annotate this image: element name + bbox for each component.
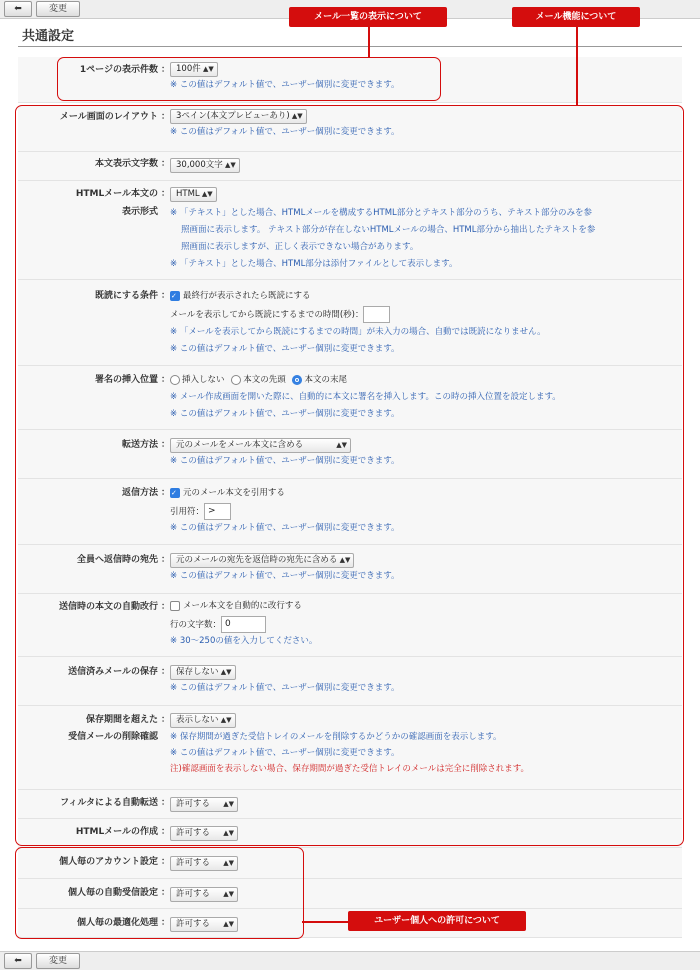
- callout-mail-list: メール一覧の表示について: [289, 7, 447, 27]
- line-chars-input[interactable]: 0: [221, 616, 266, 633]
- back-arrow-icon: ⬅: [14, 4, 22, 14]
- row-html-body: HTMLメール本文の 表示形式 ： HTML ▲▼ ※ 「テキスト」とした場合、HTMLメールを構成するHTML部分とテキスト部分のうち、テキスト部分のみを参 照画面に表示します。 テキスト部分が存在しないHTMLメールの場合、HTML部分から抽出したテキストを参 照画面に表示しますが、正しく表示できない場合があります。 ※ 「テキスト」とした場合、HTML部分は添付ファイルとして表示します。: [18, 181, 682, 280]
- row-html-compose: HTMLメールの作成 ： 許可する ▲▼: [18, 819, 682, 848]
- select-arrow-icon: ▲▼: [201, 190, 213, 198]
- annotation-box-mail-list: [57, 57, 441, 101]
- row-page-count: 1ページの表示件数 ： 100件 ▲▼ ※ この値はデフォルト値で、ユーザー個別に変更できます。: [18, 57, 682, 103]
- select-arrow-icon: ▲▼: [202, 65, 214, 73]
- row-layout: メール画面のレイアウト ： 3ペイン(本文プレビューあり) ▲▼ ※ この値はデフォルト値で、ユーザー個別に変更できます。: [18, 106, 682, 152]
- filter-forward-select[interactable]: 許可する ▲▼: [170, 797, 238, 812]
- row-body-chars: 本文表示文字数 ： 30,000文字 ▲▼: [18, 152, 682, 181]
- label-delete-confirm-2: 受信メールの削除確認: [68, 732, 158, 742]
- warning-note: 注)確認画面を表示しない場合、保存期間が過ぎた受信トレイのメールは完全に削除されます。: [170, 764, 530, 774]
- change-button[interactable]: 変更: [36, 1, 80, 17]
- label-save-sent: 送信済みメールの保存: [68, 667, 158, 677]
- callout-mail-function: メール機能について: [512, 7, 640, 27]
- note: ※ この値はデフォルト値で、ユーザー個別に変更できます。: [170, 748, 400, 758]
- note: ※ 「テキスト」とした場合、HTML部分は添付ファイルとして表示します。: [170, 259, 458, 269]
- note: ※ この値はデフォルト値で、ユーザー個別に変更できます。: [170, 523, 400, 533]
- select-arrow-icon: ▲▼: [223, 800, 234, 808]
- label-body-chars: 本文表示文字数: [94, 159, 158, 169]
- note: ※ この値はデフォルト値で、ユーザー個別に変更できます。: [170, 344, 400, 354]
- connector: [576, 27, 578, 105]
- note: ※ 「テキスト」とした場合、HTMLメールを構成するHTML部分とテキスト部分のうち、テキスト部分のみを参: [170, 208, 592, 218]
- label-signature: 署名の挿入位置: [94, 375, 158, 385]
- select-arrow-icon: ▲▼: [339, 556, 351, 564]
- back-button[interactable]: [4, 1, 32, 17]
- label-account: 個人毎のアカウント設定: [59, 857, 158, 867]
- save-sent-select[interactable]: 保存しない ▲▼: [170, 665, 236, 680]
- quote-mark-input[interactable]: >: [204, 503, 231, 520]
- select-arrow-icon: ▲▼: [223, 859, 234, 867]
- forward-select[interactable]: 元のメールをメール本文に含める ▲▼: [170, 438, 351, 453]
- label-html-body-2: 表示形式: [121, 207, 158, 217]
- label-optimize: 個人毎の最適化処理: [76, 918, 158, 928]
- row-reply-all: 全員へ返信時の宛先 ： 元のメールの宛先を返信時の宛先に含める ▲▼ ※ この値はデフォルト値で、ユーザー個別に変更できます。: [18, 545, 682, 594]
- row-account: 個人毎のアカウント設定 ： 許可する ▲▼: [18, 848, 682, 879]
- body-chars-select[interactable]: 30,000文字 ▲▼: [170, 158, 240, 173]
- back-arrow-icon: ⬅: [14, 956, 22, 966]
- row-filter-forward: フィルタによる自動転送 ： 許可する ▲▼: [18, 790, 682, 819]
- bottom-toolbar: [0, 951, 700, 970]
- note: ※ この値はデフォルト値で、ユーザー個別に変更できます。: [170, 456, 400, 466]
- page-count-select[interactable]: 100件 ▲▼: [170, 62, 218, 77]
- label-forward: 転送方法: [121, 440, 158, 450]
- note: ※ この値はデフォルト値で、ユーザー個別に変更できます。: [170, 80, 400, 90]
- row-reply: 返信方法 ： ✓ 元のメール本文を引用する 引用符： > ※ この値はデフォルト値で、ユーザー個別に変更できます。: [18, 479, 682, 545]
- optimize-select[interactable]: 許可する ▲▼: [170, 917, 238, 932]
- section-divider: [18, 46, 682, 47]
- note: ※ この値はデフォルト値で、ユーザー個別に変更できます。: [170, 683, 400, 693]
- layout-select[interactable]: 3ペイン(本文プレビューあり) ▲▼: [170, 109, 307, 124]
- select-arrow-icon: ▲▼: [223, 920, 234, 928]
- label-filter-forward: フィルタによる自動転送: [60, 798, 158, 808]
- change-button-bottom[interactable]: 変更: [36, 953, 80, 969]
- note: ※ 「メールを表示してから既読にするまでの時間」が未入力の場合、自動では既読になりません。: [170, 327, 546, 337]
- delete-confirm-select[interactable]: 表示しない ▲▼: [170, 713, 236, 728]
- auto-receive-select[interactable]: 許可する ▲▼: [170, 887, 238, 902]
- label-delete-confirm-1: 保存期間を超えた: [85, 715, 158, 725]
- select-arrow-icon: ▲▼: [291, 112, 303, 120]
- select-arrow-icon: ▲▼: [220, 668, 232, 676]
- select-arrow-icon: ▲▼: [336, 441, 347, 449]
- back-button-bottom[interactable]: [4, 953, 32, 969]
- label-page-count: 1ページの表示件数: [79, 65, 158, 75]
- note: ※ この値はデフォルト値で、ユーザー個別に変更できます。: [170, 409, 400, 419]
- row-forward: 転送方法 ： 元のメールをメール本文に含める ▲▼ ※ この値はデフォルト値で、ユーザー個別に変更できます。: [18, 430, 682, 479]
- row-auto-receive: 個人毎の自動受信設定 ： 許可する ▲▼: [18, 879, 682, 909]
- connector: [368, 27, 370, 57]
- label-auto-receive: 個人毎の自動受信設定: [67, 888, 158, 898]
- html-compose-select[interactable]: 許可する ▲▼: [170, 826, 238, 841]
- row-save-sent: 送信済みメールの保存 ： 保存しない ▲▼ ※ この値はデフォルト値で、ユーザー個別に変更できます。: [18, 657, 682, 706]
- note: ※ この値はデフォルト値で、ユーザー個別に変更できます。: [170, 127, 400, 137]
- row-signature: 署名の挿入位置 ： 挿入しない 本文の先頭 本文の末尾 ※ メール作成画面を開いた際に、自動的に本文に署名を挿入します。この時の挿入位置を設定します。 ※ この値はデフォルト値で、ユーザー個別に変更できます。: [18, 366, 682, 430]
- select-arrow-icon: ▲▼: [224, 161, 236, 169]
- label-html-compose: HTMLメールの作成: [75, 827, 158, 837]
- select-arrow-icon: ▲▼: [220, 716, 232, 724]
- row-auto-wrap: 送信時の本文の自動改行 ： メール本文を自動的に改行する 行の文字数： 0 ※ 30～250の値を入力してください。: [18, 594, 682, 657]
- callout-user-permission: ユーザー個人への許可について: [348, 911, 526, 931]
- label-read-condition: 既読にする条件: [94, 291, 158, 301]
- label-layout: メール画面のレイアウト: [59, 112, 158, 122]
- reply-all-select[interactable]: 元のメールの宛先を返信時の宛先に含める ▲▼: [170, 553, 354, 568]
- row-optimize: 個人毎の最適化処理 ： 許可する ▲▼: [18, 909, 682, 938]
- select-arrow-icon: ▲▼: [223, 890, 234, 898]
- html-body-select[interactable]: HTML ▲▼: [170, 187, 217, 202]
- annotation-box-user-permission: [15, 847, 304, 939]
- label-reply: 返信方法: [121, 488, 158, 498]
- row-read-condition: 既読にする条件 ： ✓ 最終行が表示されたら既読にする メールを表示してから既読にするまでの時間(秒)： ※ 「メールを表示してから既読にするまでの時間」が未入力の場合、自動では既読になりません。 ※ この値はデフォルト値で、ユーザー個別に変更できます。: [18, 280, 682, 366]
- note: 照画面に表示します。 テキスト部分が存在しないHTMLメールの場合、HTML部分から抽出したテキストを参: [181, 225, 596, 235]
- note: 照画面に表示しますが、正しく表示できない場合があります。: [181, 242, 419, 252]
- annotation-box-mail-function: [15, 105, 684, 846]
- label-reply-all: 全員へ返信時の宛先: [76, 555, 158, 565]
- note: ※ この値はデフォルト値で、ユーザー個別に変更できます。: [170, 571, 400, 581]
- note: ※ 30～250の値を入力してください。: [170, 636, 318, 646]
- connector: [302, 921, 348, 923]
- section-title: 共通設定: [22, 29, 75, 44]
- row-delete-confirm: 保存期間を超えた 受信メールの削除確認 ： 表示しない ▲▼ ※ 保存期間が過ぎた受信トレイのメールを削除するかどうかの確認画面を表示します。 ※ この値はデフォルト値で、ユーザー個別に変更できます。 注)確認画面を表示しない場合、保存期間が過ぎた受信トレイのメールは完全に削除されます。: [18, 706, 682, 790]
- note: ※ 保存期間が過ぎた受信トレイのメールを削除するかどうかの確認画面を表示します。: [170, 732, 502, 742]
- select-arrow-icon: ▲▼: [223, 829, 234, 837]
- label-html-body-1: HTMLメール本文の: [75, 189, 158, 199]
- label-auto-wrap: 送信時の本文の自動改行: [58, 602, 158, 612]
- note: ※ メール作成画面を開いた際に、自動的に本文に署名を挿入します。この時の挿入位置を設定します。: [170, 392, 561, 402]
- account-select[interactable]: 許可する ▲▼: [170, 856, 238, 871]
